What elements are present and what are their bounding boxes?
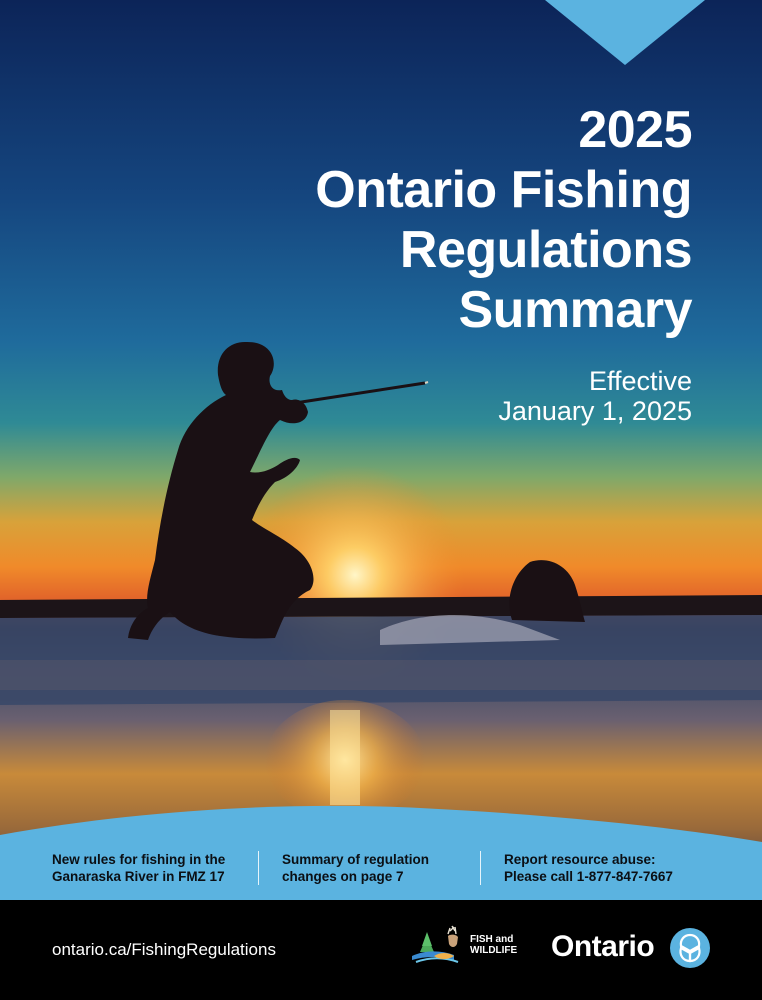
info-line: Ganaraska River in FMZ 17 — [52, 868, 225, 884]
chevron-tab-icon — [0, 0, 762, 70]
footer — [0, 900, 762, 1000]
title-line-2: Regulations — [399, 221, 692, 279]
title-line-year: 2025 — [578, 101, 692, 159]
info-line: Please call 1-877-847-7667 — [504, 868, 673, 884]
info-line: changes on page 7 — [282, 868, 404, 884]
title-line-1: Ontario Fishing — [315, 161, 692, 219]
ontario-wordmark: Ontario — [551, 930, 655, 963]
info-band — [0, 835, 762, 900]
cover-title — [315, 100, 692, 426]
info-report-abuse — [480, 851, 762, 885]
fish-wildlife-line1: FISH and — [470, 934, 514, 945]
effective-label: Effective — [588, 366, 692, 396]
effective-date — [315, 366, 692, 426]
info-line: New rules for fishing in the — [52, 851, 226, 867]
info-summary-changes — [258, 851, 480, 885]
info-line: Summary of regulation — [282, 851, 430, 867]
info-line: Report resource abuse: — [504, 851, 656, 867]
regulations-url-link[interactable]: ontario.ca/FishingRegulations — [52, 940, 276, 959]
info-ganaraska-rules — [0, 851, 258, 885]
fish-wildlife-line2: WILDLIFE — [470, 945, 518, 956]
title-line-3: Summary — [458, 281, 692, 339]
trillium-icon — [669, 927, 711, 969]
effective-date-value: January 1, 2025 — [498, 396, 692, 426]
fish-wildlife-logo-text — [470, 934, 517, 956]
